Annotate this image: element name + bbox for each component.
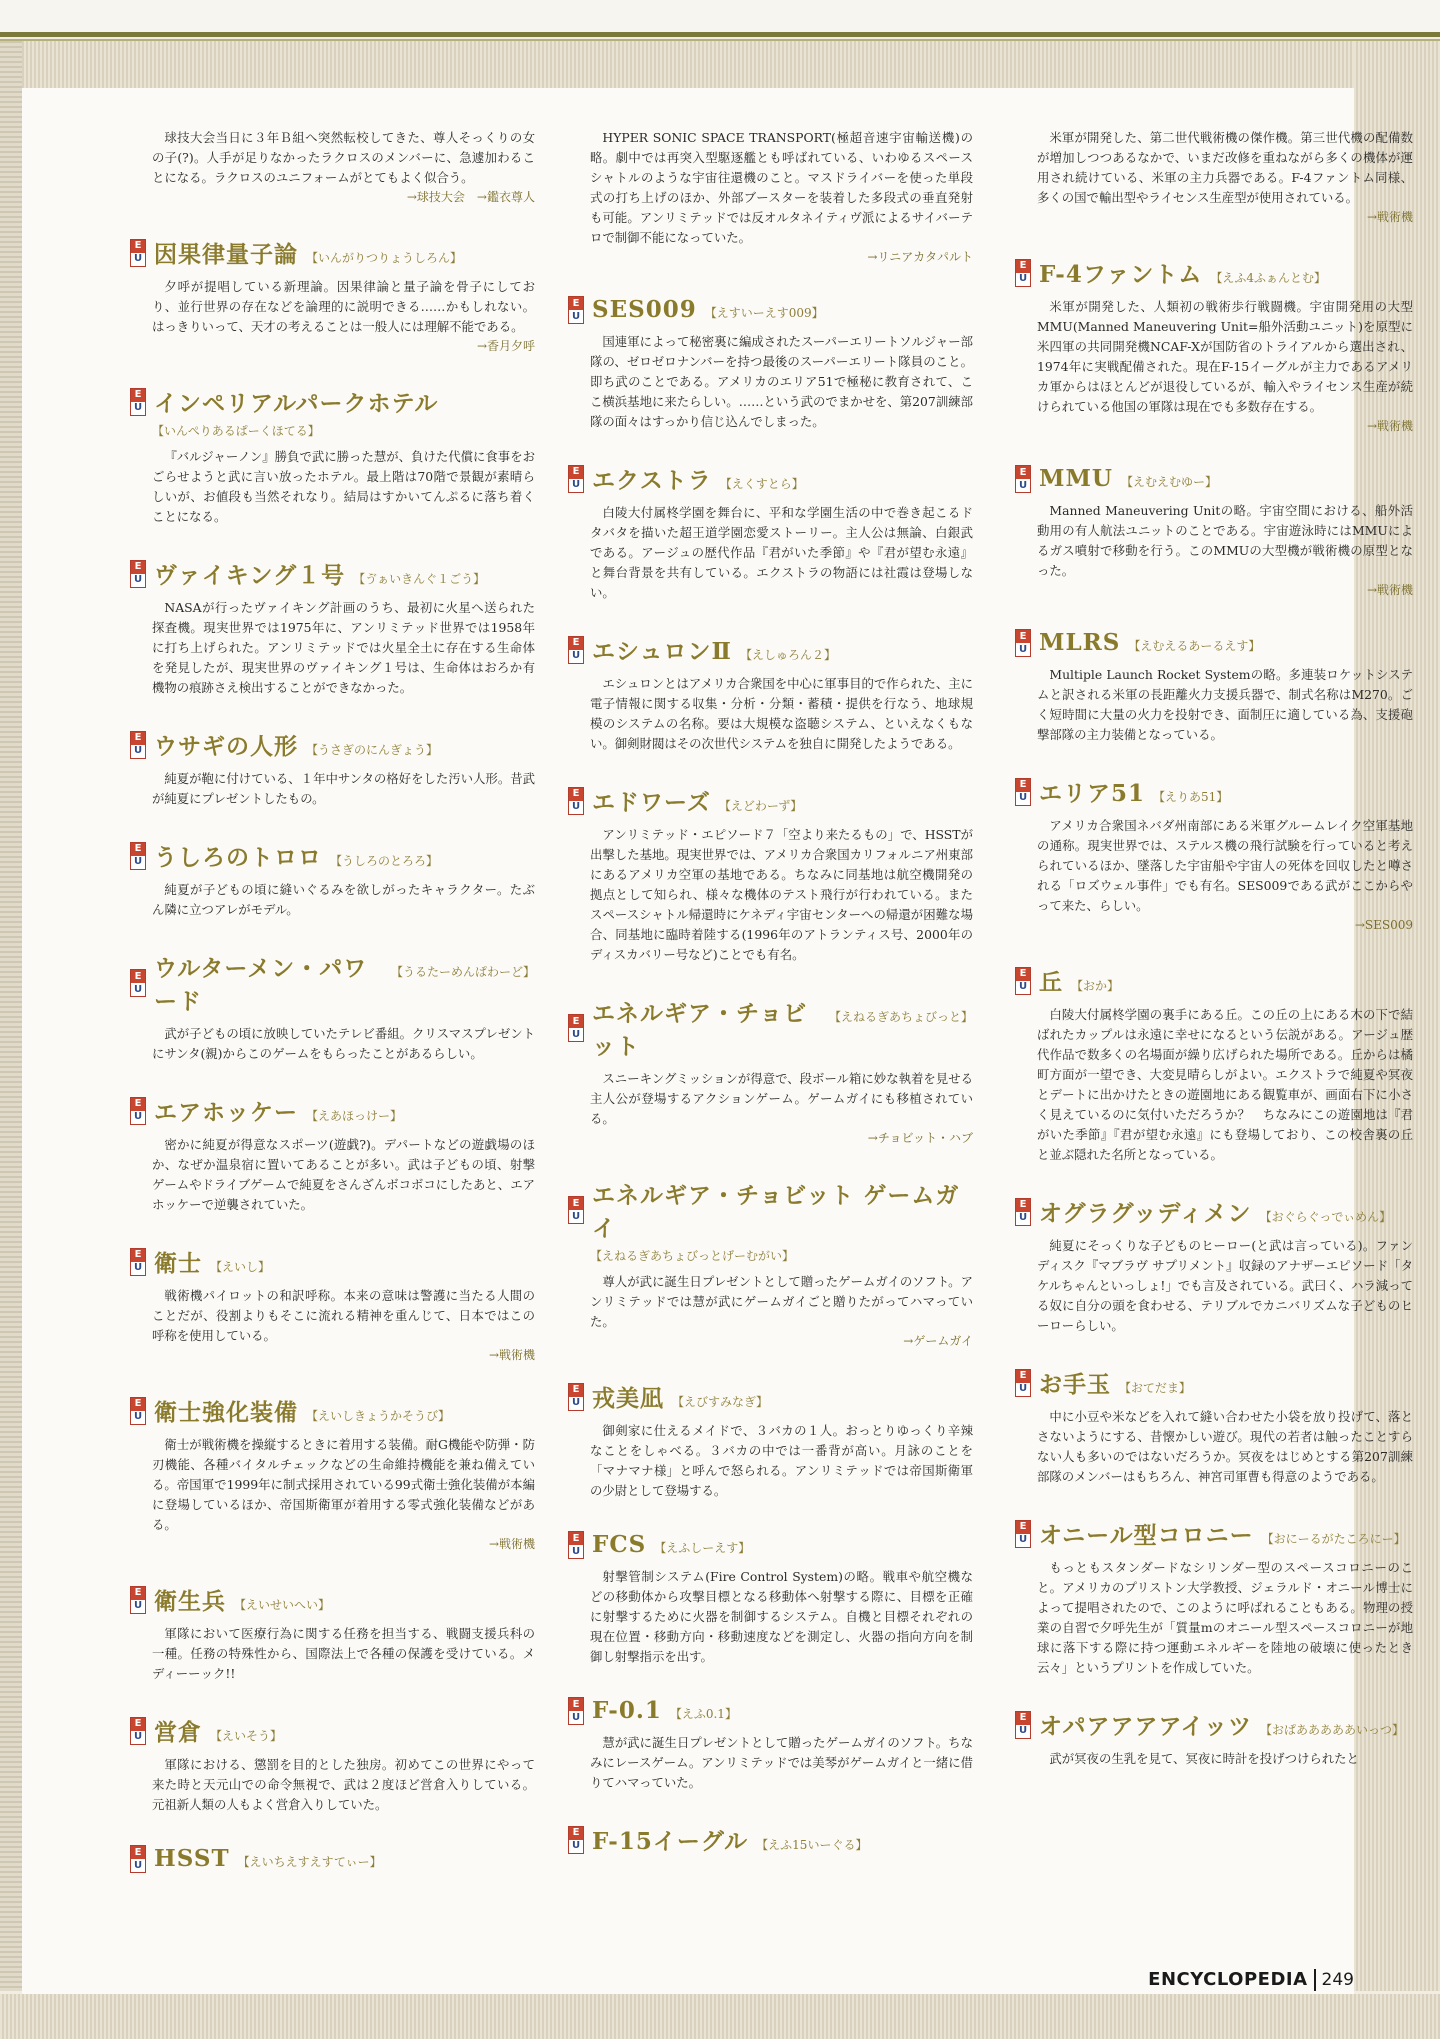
eu-icon: E U: [130, 388, 146, 416]
entry-body: もっともスタンダードなシリンダー型のスペースコロニーのこと。アメリカのプリストン大学教授、ジェラルド・オニール博士によって提唱されたので、このように呼ばれることもある。物理の授業の自習で夕呼先生が「質量mのオニール型スペースコロニーが地球に落下する際に持つ運動エネルギーを陸地の破壊に使ったとき云々」というプリントを作成していた。: [1037, 1560, 1413, 1675]
entry-term: エクストラ: [592, 467, 712, 494]
eu-icon: E U: [568, 1383, 584, 1411]
bottom-stripe-border: [0, 1994, 1440, 2039]
entry-reading: 【えどわーず】: [718, 799, 803, 813]
column-3: [1015, 128, 1413, 1799]
entry-body: 密かに純夏が得意なスポーツ(遊戯?)。デパートなどの遊戯場のほか、なぜか温泉宿に置いてあることが多い。武は子どもの頃、射撃ゲームやドライブゲームで純夏をさんざんボコボコにしたあと、エアホッケーで逆襲されていた。: [152, 1137, 535, 1212]
eu-icon: E U: [130, 731, 146, 759]
eu-icon: E U: [130, 1397, 146, 1425]
entry-reading: 【えりあ51】: [1153, 790, 1229, 804]
entry-body: 戦術機パイロットの和訳呼称。本来の意味は警護に当たる人間のことだが、役割よりもそこに流れる精神を重んじて、日本ではこの呼称を使用している。: [152, 1288, 535, 1343]
eu-icon: E U: [568, 1196, 584, 1224]
entry-reading: 【うるたーめんぱわーど】: [390, 965, 535, 979]
entry: [1015, 256, 1413, 435]
entry: [568, 1177, 973, 1350]
entry-reading: 【えいしきょうかそうび】: [306, 1409, 451, 1423]
entry-term: お手玉: [1039, 1371, 1111, 1398]
cross-reference: →戦術機: [1366, 583, 1413, 597]
entry-reading: 【えむえむゆー】: [1120, 475, 1217, 489]
column-1: [130, 128, 535, 1903]
entry-reading: 【えすいーえす009】: [704, 306, 824, 320]
entry: [1015, 964, 1413, 1165]
entry: [130, 1714, 535, 1815]
entry-body: 射撃管制システム(Fire Control System)の略。戦車や航空機などの移動体から攻撃目標となる移動体へ射撃する際に、目標を正確に射撃するために火器を制御するシステム。自機と目標それぞれの現在位置・移動方向・移動速度などを測定し、火器の指向方向を制御し射撃指示を出す。: [590, 1569, 973, 1664]
entry-reading: 【えふ0.1】: [669, 1707, 737, 1721]
entry-body: スニーキングミッションが得意で、段ボール箱に妙な執着を見せる主人公が登場するアクションゲーム。ゲームガイにも移植されている。: [590, 1071, 973, 1126]
entry-term: 衛士: [154, 1250, 202, 1277]
eu-icon: E U: [130, 239, 146, 267]
entry-reading: 【えいし】: [210, 1260, 271, 1274]
entry-body: 純夏にそっくりな子どものヒーロー(と武は言っている)。ファンディスク『マブラヴ サプリメント』収録のアナザーエピソード「タケルちゃんといっしょ!」でも言及されている。武曰く、ハラ減ってる奴に自分の頭を食わせる、テリブルでカニバリズムな子どものヒーローらしい。: [1037, 1238, 1413, 1333]
entry: [568, 784, 973, 965]
entry-term: F-4ファントム: [1039, 261, 1203, 288]
eu-icon: E U: [1015, 1198, 1031, 1226]
entry-reading: 【おか】: [1071, 979, 1120, 993]
entry-reading: 【えねるぎあちょびっと】: [828, 1010, 973, 1024]
entry: [1015, 1708, 1413, 1769]
entry-term: エネルギア・チョビット: [592, 1000, 808, 1060]
eu-icon: E U: [568, 296, 584, 324]
cross-reference: →球技大会 →鑑衣尊人: [406, 190, 535, 204]
entry-body: アンリミテッド・エピソード７「空より来たるもの」で、HSSTが出撃した基地。現実世界では、アメリカ合衆国カリフォルニア州東部にあるアメリカ空軍の基地である。ちなみに同基地は航空機開発の拠点として知られ、様々な機体のテスト飛行が行われている。またスペースシャトル帰還時にケネディ宇宙センターへの帰還が困難な場合、同基地に臨時着陸する(1996年のアトランティス号、2000年のディスカバリー号など)ことでも有名。: [590, 827, 973, 962]
entry-body: 白陵大付属柊学園の裏手にある丘。この丘の上にある木の下で結ばれたカップルは永遠に幸せになるという伝説がある。アージュ歴代作品で数多くの名場面が繰り広げられた場所である。丘からは橘町方面が一望でき、大変見晴らしがよい。エクストラで純夏や冥夜とデートに出かけたときの遊園地にある観覧車が、画面右下に小さく見えているのに気付いただろうか？ ちなみにこの遊園地は『君がいた季節』『君が望む永遠』にも登場しており、この校舎裏の丘と並ぶ隠れた名所となっている。: [1037, 1007, 1413, 1162]
page-number: 249: [1321, 1970, 1354, 1990]
entry-reading: 【おぐらぐっでぃめん】: [1259, 1210, 1392, 1224]
entry-term: オグラグッディメン: [1039, 1200, 1252, 1227]
entry-term: オパアアアアイッツ: [1039, 1713, 1253, 1740]
eu-icon: E U: [130, 1717, 146, 1745]
eu-icon: E U: [568, 465, 584, 493]
entry: [568, 296, 973, 432]
cross-reference: →ゲームガイ: [903, 1334, 973, 1348]
entry-term: 戎美凪: [592, 1385, 664, 1412]
entry-term: F-0.1: [592, 1697, 662, 1724]
eu-icon: E U: [1015, 259, 1031, 287]
eu-icon: E U: [130, 842, 146, 870]
cross-reference: →戦術機: [1366, 419, 1413, 433]
entry: [568, 633, 973, 754]
entry: [130, 385, 535, 527]
entry: [568, 1697, 973, 1793]
entry-term: 衛生兵: [154, 1588, 226, 1615]
entry-reading: 【うしろのとろろ】: [330, 854, 439, 868]
entry-term: 衛士強化装備: [154, 1399, 298, 1426]
entry-term: エネルギア・チョビット ゲームガイ: [592, 1182, 960, 1242]
cross-reference: →香月夕呼: [476, 339, 535, 353]
entry-reading: 【ゔぁいきんぐ１ごう】: [353, 572, 486, 586]
entry-term: エリア51: [1039, 780, 1146, 807]
entry-term: FCS: [592, 1531, 647, 1558]
entry-reading: 【えびすみなぎ】: [672, 1395, 769, 1409]
eu-icon: E U: [1015, 1369, 1031, 1397]
eu-icon: E U: [568, 787, 584, 815]
continued-entry-text: HYPER SONIC SPACE TRANSPORT(極超音速宇宙輸送機)の略。劇中では再突入型駆逐艦とも呼ばれている、いわゆるスペースシャトルのような宇宙往還機のこと。マスドライバーを使った単段式の打ち上げのほか、外部ブースターを装着した多段式の垂直発射も可能。アンリミテッドでは反オルタネイティヴ派によるサイバーテロで制御不能になっていた。: [590, 130, 973, 245]
eu-icon: E U: [130, 969, 146, 997]
entry-reading: 【おぱあああああいっつ】: [1260, 1723, 1405, 1737]
entry: [130, 1394, 535, 1553]
entry-term: エアホッケー: [154, 1099, 298, 1126]
entry-term: 因果律量子論: [154, 241, 298, 268]
entry-term: オニール型コロニー: [1039, 1522, 1254, 1549]
cross-reference: →戦術機: [1366, 210, 1413, 224]
entry-body: 『バルジャーノン』勝負で武に勝った慧が、負けた代償に食事をおごらせようと武に言い放ったホテル。最上階は70階で景観が素晴らしいが、お値段も当然それなり。結局はすかいてんぷるに落ち着くことになる。: [152, 449, 535, 524]
entry: [130, 728, 535, 809]
entry-term: エシュロンⅡ: [592, 638, 732, 665]
entry-term: ウサギの人形: [154, 733, 298, 760]
eu-icon: E U: [568, 1014, 584, 1042]
entry: [568, 1531, 973, 1667]
entry-reading: 【えいせいへい】: [234, 1598, 331, 1612]
entry: [1015, 1366, 1413, 1487]
eu-icon: E U: [130, 1845, 146, 1873]
entry: [130, 1845, 535, 1873]
entry-reading: 【えふしーえす】: [654, 1541, 751, 1555]
entry-body: 軍隊における、懲罰を目的とした独房。初めてこの世界にやって来た時と天元山での命令無視で、武は２度ほど営倉入りしている。元祖新人類の人もよく営倉入りしていた。: [152, 1757, 535, 1812]
entry-body: アメリカ合衆国ネバダ州南部にある米軍グルームレイク空軍基地の通称。現実世界では、ステルス機の飛行試験を行っていると考えられているほか、墜落した宇宙船や宇宙人の死体を回収したと噂される「ロズウェル事件」でも有名。SES009である武がここからやって来た、らしい。: [1037, 818, 1413, 913]
entry-term: MLRS: [1039, 629, 1121, 656]
entry-term: ウルターメン・パワード: [154, 955, 368, 1015]
entry-body: 御剣家に仕えるメイドで、３バカの１人。おっとりゆっくり辛辣なことをしゃべる。３バカの中では一番背が高い。月詠のことを「マナマナ様」と呼んで怒られる。アンリミテッドでは帝国斯衛軍の少尉として登場する。: [590, 1423, 973, 1498]
entry: [1015, 465, 1413, 599]
entry-body: Multiple Launch Rocket Systemの略。多連装ロケットシステムと訳される米軍の長距離火力支援兵器で、制式名称はM270。ごく短時間に大量の火力を投射でき、面制圧に適している為、支援砲撃部隊の主力装備となっている。: [1037, 667, 1413, 742]
entry-body: Manned Maneuvering Unitの略。宇宙空間における、船外活動用の有人航法ユニットのことである。宇宙遊泳時にはMMUによるガス噴射で移動を行う。このMMUの大型機が戦術機の原型となった。: [1037, 503, 1413, 578]
entry-reading: 【おてだま】: [1119, 1381, 1191, 1395]
entry-term: エドワーズ: [592, 789, 711, 816]
entry: [1015, 1517, 1413, 1678]
entry-reading: 【えしゅろん２】: [739, 648, 836, 662]
continued-entry-text: 球技大会当日に３年Ｂ組へ突然転校してきた、尊人そっくりの女の子(?)。人手が足りなかったラクロスのメンバーに、急遽加わることになる。ラクロスのユニフォームがとてもよく似合う。: [152, 130, 535, 185]
top-rule: [0, 32, 1440, 37]
entry-body: 国連軍によって秘密裏に編成されたスーパーエリートソルジャー部隊の、ゼロゼロナンバーを持つ最後のスーパーエリート隊員のこと。即ち武のことである。アメリカのエリア51で極秘に教育されて、ここ横浜基地に来たらしい。……という武のでまかせを、第207訓練部隊の面々はすっかり信じ込んでしまった。: [590, 334, 973, 429]
entry: [130, 557, 535, 698]
eu-icon: E U: [130, 1097, 146, 1125]
eu-icon: E U: [1015, 778, 1031, 806]
top-band: [0, 0, 1440, 32]
entry-body: 慧が武に誕生日プレゼントとして贈ったゲームガイのソフト。ちなみにレースゲーム。アンリミテッドでは美琴がゲームガイと一緒に借りてハマっていた。: [590, 1735, 973, 1790]
entry-reading: 【いんがりつりょうしろん】: [306, 251, 463, 265]
eu-icon: E U: [130, 1586, 146, 1614]
continued-entry-text: 米軍が開発した、第二世代戦術機の傑作機。第三世代機の配備数が増加しつつあるなかで、いまだ改修を重ねながら多くの機体が運用され続けている、米軍の主力兵器である。F-4ファントム同様、多くの国で輸出型やライセンス生産型が使用されている。: [1037, 130, 1413, 205]
entry-reading: 【えねるぎあちょびっとげーむがい】: [590, 1249, 795, 1263]
entry-body: 尊人が武に誕生日プレゼントとして贈ったゲームガイのソフト。アンリミテッドでは慧が武にゲームガイごと贈りたがってハマっていた。: [590, 1274, 973, 1329]
entry-body: 純夏が子どもの頃に縫いぐるみを欲しがったキャラクター。たぶん隣に立つアレがモデル。: [152, 882, 535, 917]
entry-body: エシュロンとはアメリカ合衆国を中心に軍事目的で作られた、主に電子情報に関する収集・分析・分類・蓄積・提供を行なう、地球規模のシステムの名称。要は大規模な盗聴システム、といえなくもない。御剣財閥はその次世代システムを独自に開発したようである。: [590, 676, 973, 751]
entry-body: 武が冥夜の生乳を見て、冥夜に時計を投げつけられたと: [1049, 1751, 1359, 1766]
entry: [130, 1094, 535, 1215]
left-page-edge: [0, 41, 22, 1991]
entry: [1015, 629, 1413, 745]
footer-divider: [1314, 1969, 1316, 1991]
eu-icon: E U: [1015, 1711, 1031, 1739]
cross-reference: →戦術機: [488, 1348, 535, 1362]
entry-reading: 【うさぎのにんぎょう】: [306, 743, 439, 757]
entry-body: 純夏が鞄に付けている、１年中サンタの格好をした汚い人形。昔武が純夏にプレゼントしたもの。: [152, 771, 535, 806]
entry-term: HSST: [154, 1845, 230, 1872]
entry-term: 営倉: [154, 1719, 202, 1746]
entry-body: 武が子どもの頃に放映していたテレビ番組。クリスマスプレゼントにサンタ(親)からこのゲームをもらったことがあるらしい。: [152, 1026, 535, 1061]
entry: [130, 236, 535, 355]
entry-body: 衛士が戦術機を操縦するときに着用する装備。耐G機能や防弾・防刃機能、各種バイタルチェックなどの生命維持機能を兼ね備えている。帝国軍で1999年に制式採用されている99式衛士強化装備が本編に登場しているほか、帝国斯衛軍が着用する零式強化装備などがある。: [152, 1437, 535, 1532]
entry: [1015, 775, 1413, 934]
entry-body: 軍隊において医療行為に関する任務を担当する、戦闘支援兵科の一種。任務の特殊性から、国際法上で各種の保護を受けている。メディーーック!!: [152, 1626, 535, 1681]
entry-reading: 【えふ4ふぁんとむ】: [1210, 271, 1327, 285]
eu-icon: E U: [1015, 465, 1031, 493]
entry-term: インペリアルパークホテル: [154, 390, 439, 417]
entry: [130, 839, 535, 920]
entry-term: 丘: [1039, 969, 1063, 996]
entry-reading: 【えくすとら】: [719, 477, 804, 491]
page-footer: [1148, 1969, 1354, 1991]
entry-term: うしろのトロロ: [154, 844, 322, 871]
eu-icon: E U: [568, 1697, 584, 1725]
entry: [130, 950, 535, 1064]
entry-reading: 【えあほっけー】: [306, 1109, 403, 1123]
eu-icon: E U: [130, 1248, 146, 1276]
eu-icon: E U: [568, 1826, 584, 1854]
eu-icon: E U: [1015, 967, 1031, 995]
cross-reference: →チョビット・ハブ: [867, 1131, 973, 1145]
entry-body: NASAが行ったヴァイキング計画のうち、最初に火星へ送られた探査機。現実世界では1975年に、アンリミテッド世界では1958年に打ち上げられた。アンリミテッドでは火星全土に存在する生命体を発見したが、現実世界のヴァイキング１号は、生命体はおろか有機物の痕跡さえ検出することができなかった。: [152, 600, 535, 695]
entry-term: SES009: [592, 296, 697, 323]
entry: [130, 1583, 535, 1684]
cross-reference: →リニアカタパルト: [867, 250, 973, 264]
entry-term: ヴァイキング１号: [154, 562, 346, 589]
entry: [568, 1380, 973, 1501]
cross-reference: →SES009: [1354, 918, 1413, 932]
section-label: ENCYCLOPEDIA: [1148, 1969, 1308, 1990]
entry: [1015, 1195, 1413, 1336]
entry-reading: 【えいちえすえすてぃー】: [237, 1855, 382, 1869]
eu-icon: E U: [130, 560, 146, 588]
entry-reading: 【えふ15いーぐる】: [756, 1838, 868, 1852]
entry: [568, 462, 973, 603]
entry-term: F-15イーグル: [592, 1828, 749, 1855]
entry-reading: 【いんぺりあるぱーくほてる】: [152, 424, 320, 438]
encyclopedia-page: [22, 88, 1413, 1994]
entry-body: 米軍が開発した、人類初の戦術歩行戦闘機。宇宙開発用の大型MMU(Manned Maneuvering Unit=船外活動ユニット)を原型に米四軍の共同開発機NCAF-Xが国防省のトライアルから選出され、1974年に実戦配備された。現在F-15イーグルが主力であるアメリカ軍からはほとんどが退役しているが、輸入やライセンス生産が続けられている他国の軍隊は現在でも多数存在する。: [1037, 299, 1413, 414]
entry-reading: 【えいそう】: [210, 1729, 283, 1743]
eu-icon: E U: [568, 1531, 584, 1559]
entry-term: MMU: [1039, 465, 1113, 492]
eu-icon: E U: [568, 636, 584, 664]
eu-icon: E U: [1015, 1520, 1031, 1548]
entry: [568, 995, 973, 1147]
eu-icon: E U: [1015, 629, 1031, 657]
entry-body: 中に小豆や米などを入れて縫い合わせた小袋を放り投げて、落とさないようにする、昔懐かしい遊び。現代の若者は触ったことすらない人も多いのではないだろうか。冥夜をはじめとする第207訓練部隊のメンバーはもちろん、神宮司軍曹も得意のようである。: [1037, 1409, 1413, 1484]
entry: [130, 1245, 535, 1364]
entry-body: 白陵大付属柊学園を舞台に、平和な学園生活の中で巻き起こるドタバタを描いた超王道学園恋愛ストーリー。主人公は無論、白銀武である。アージュの歴代作品『君がいた季節』や『君が望む永遠』と舞台背景を共有している。エクストラの物語には社霞は登場しない。: [590, 505, 973, 600]
column-2: [568, 128, 973, 1886]
entry-reading: 【えむえるあーるえす】: [1128, 639, 1261, 653]
cross-reference: →戦術機: [488, 1537, 535, 1551]
entry-body: 夕呼が提唱している新理論。因果律論と量子論を骨子にしており、並行世界の存在などを論理的に説明できる……かもしれない。はっきりいって、天才の考えることは一般人には理解不能である。: [152, 279, 535, 334]
entry: [568, 1823, 973, 1856]
entry-reading: 【おにーるがたころにー】: [1261, 1532, 1406, 1546]
